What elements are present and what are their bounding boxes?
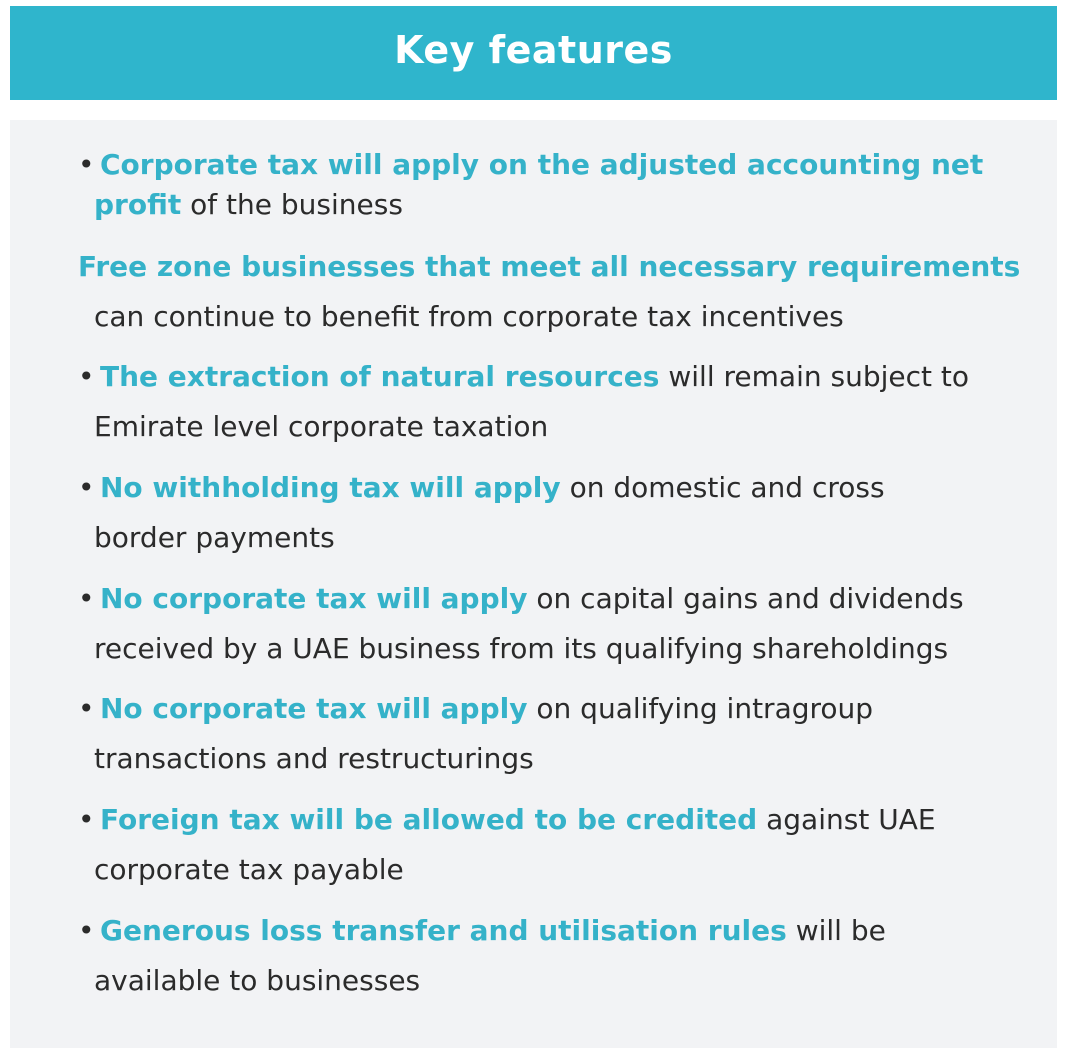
feature-item xyxy=(10,140,983,230)
feature-text: on domestic and cross xyxy=(560,471,885,504)
bullet-icon: • xyxy=(78,148,95,181)
feature-highlight: Free zone businesses that meet all necessary requirements xyxy=(78,250,1021,283)
feature-highlight: Generous loss transfer and utilisation rules xyxy=(100,914,787,947)
bullet-icon: • xyxy=(78,692,95,725)
feature-item xyxy=(10,795,936,895)
feature-text: border payments xyxy=(94,521,335,554)
feature-text: received by a UAE business from its qualifying shareholdings xyxy=(94,632,949,665)
feature-highlight: No corporate tax will apply xyxy=(100,692,528,725)
feature-text: of the business xyxy=(181,188,403,221)
feature-item xyxy=(10,906,886,1006)
feature-text: on qualifying intragroup xyxy=(527,692,874,725)
feature-item xyxy=(10,574,964,674)
feature-text: available to businesses xyxy=(94,964,421,997)
feature-text: against UAE xyxy=(757,803,936,836)
feature-text: will be xyxy=(786,914,886,947)
feature-highlight: Corporate tax will apply on the adjusted accounting net xyxy=(100,148,984,181)
features-panel xyxy=(10,120,1057,1048)
page-title: Key features xyxy=(394,28,673,72)
feature-highlight: No corporate tax will apply xyxy=(100,582,528,615)
feature-item xyxy=(10,463,885,563)
feature-highlight: No withholding tax will apply xyxy=(100,471,561,504)
feature-text: transactions and restructurings xyxy=(94,742,534,775)
feature-highlight: The extraction of natural resources xyxy=(100,360,660,393)
bullet-icon: • xyxy=(78,360,95,393)
feature-item xyxy=(10,352,969,452)
feature-highlight: Foreign tax will be allowed to be credited xyxy=(100,803,758,836)
bullet-icon: • xyxy=(78,803,95,836)
bullet-icon: • xyxy=(78,471,95,504)
feature-text: can continue to benefit from corporate tax incentives xyxy=(94,300,844,333)
feature-text: Emirate level corporate taxation xyxy=(94,410,549,443)
feature-item xyxy=(10,684,873,784)
feature-item xyxy=(10,242,1020,342)
bullet-icon: • xyxy=(78,914,95,947)
feature-text: on capital gains and dividends xyxy=(527,582,964,615)
feature-text: corporate tax payable xyxy=(94,853,404,886)
bullet-icon: • xyxy=(78,582,95,615)
header-banner xyxy=(10,6,1057,100)
feature-highlight: profit xyxy=(94,188,182,221)
feature-text: will remain subject to xyxy=(659,360,969,393)
